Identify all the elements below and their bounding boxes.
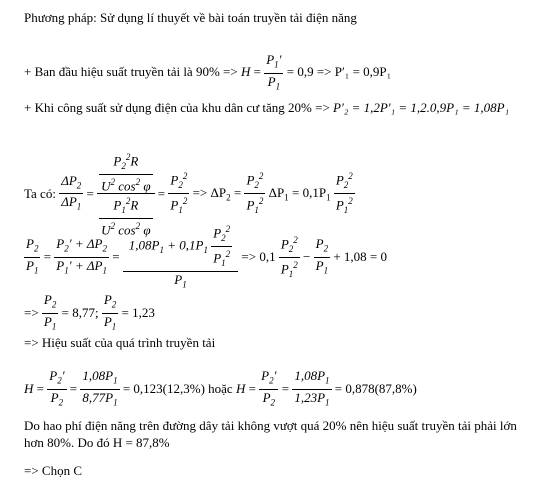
answer-line: => Chọn C (24, 463, 83, 478)
fraction-loss-expression: $\frac{\frac{P_2^2R}{U^2 \cos^2 \varphi}}{\frac{P_1^2R}{U^2 \cos^2 \varphi}}$ (97, 150, 154, 238)
quadratic-derivation: $\frac{P_2}{P_1}$ = $\frac{P_2' + \Delta P_2}{P_1' + \Delta P_1}$ = $1,08P_1 + 0,1P_1$ $\frac{P_2^2}{P_1^2}$ $P_1$ => 0,1 $\frac{P_2^2}{P_1^2}$ − $\frac{P_2}{P_1}$ + 1,08 = 0 (24, 222, 387, 292)
step-initial-label: + Ban đầu hiệu suất truyền tải là 90% => (24, 64, 241, 80)
fraction-p2-p1-b: $\frac{P_2}{P_1}$ (315, 236, 329, 276)
fraction-p2sq-p1sq-c: $\frac{P_2^2}{P_1^2}$ (335, 171, 353, 216)
fraction-dp2-dp1: $\frac{\Delta P_2}{\Delta P_1}$ (61, 172, 82, 212)
efficiency-values: H = $\frac{P_2'}{P_2}$ = $\frac{1,08P_1}{8,77P_1}$ = 0,123(12,3%) hoặc H = $\frac{P_2'}{P_2}$ = $\frac{1,08P_1}{1,23P_1}$ = 0,878(87,8%) (24, 368, 417, 408)
efficiency-label: => Hiệu suất của quá trình truyền tải (24, 335, 216, 350)
fraction-p1prime-over-p1: $\frac{P_1'}{P_1}$ (266, 52, 282, 92)
taco-label: Ta có: (24, 185, 60, 201)
eq-tail: => 0,1 (241, 249, 276, 265)
loss-ratio-derivation: Ta có: $\frac{\Delta P_2}{\Delta P_1}$ = $\frac{\frac{P_2^2R}{U^2 \cos^2 \varphi}}{\frac{P_1^2R}{U^2 \cos^2 \varphi}}$ = $\frac{P_2^2}{P_1^2}$ => $\Delta P_2$ = $\frac{P_2^2}{P_1^2}$ $\Delta P_1 = 0,1P_1$ $\frac{P_2^2}{P_1^2}$ (24, 152, 353, 238)
fraction-p2sq-p1sq: $\frac{P_2^2}{P_1^2}$ (170, 171, 188, 216)
step-increase-math: P′₂ = 1,2P′₁ = 1,2.0,9P₁ = 1,08P₁ (333, 100, 510, 115)
fraction-p2sq-p1sq-d: $\frac{P_2^2}{P_1^2}$ (280, 234, 298, 279)
fraction-p2prime-sum: $\frac{P_2' + \Delta P_2}{P_1' + \Delta P_1}$ (56, 236, 107, 276)
ratio-result: $0,1P_1$ (302, 184, 331, 203)
fraction-big-expression: $1,08P_1 + 0,1P_1$ $\frac{P_2^2}{P_1^2}$ $P_1$ (123, 222, 238, 292)
step-increase-label: + Khi công suất sử dụng điện của khu dân cư tăng 20% => (24, 100, 334, 115)
h1-value: = 0,123(12,3%) hoặc (122, 381, 233, 397)
step-initial-result: = 0,9 => P′₁ = 0,9P₁ (286, 64, 392, 80)
step-increase (24, 100, 509, 116)
fraction-p2sq-p1sq-b: $\frac{P_2^2}{P_1^2}$ (246, 171, 264, 216)
method-line: Phương pháp: Sử dụng lí thuyết về bài toán truyền tải điện năng (24, 10, 357, 25)
h2-value: = 0,878(87,8%) (334, 381, 417, 397)
eq-tail2: + 1,08 = 0 (333, 249, 388, 265)
conclusion-paragraph: Do hao phí điện năng trên đường dây tải không vượt quá 20% nên hiệu suất truyền tải phải lớn hơn 80%. Do đó H = 87,8% (24, 418, 517, 450)
step-initial-efficiency: + Ban đầu hiệu suất truyền tải là 90% => H = $\frac{P_1'}{P_1}$ = 0,9 => P′₁ = 0,9P₁ (24, 52, 391, 94)
fraction-p2-p1: $\frac{P_2}{P_1}$ (26, 236, 39, 276)
roots-line: => $\frac{P_2}{P_1}$ = 8,77; $\frac{P_2}{P_1}$ = 1,23 (24, 292, 155, 332)
